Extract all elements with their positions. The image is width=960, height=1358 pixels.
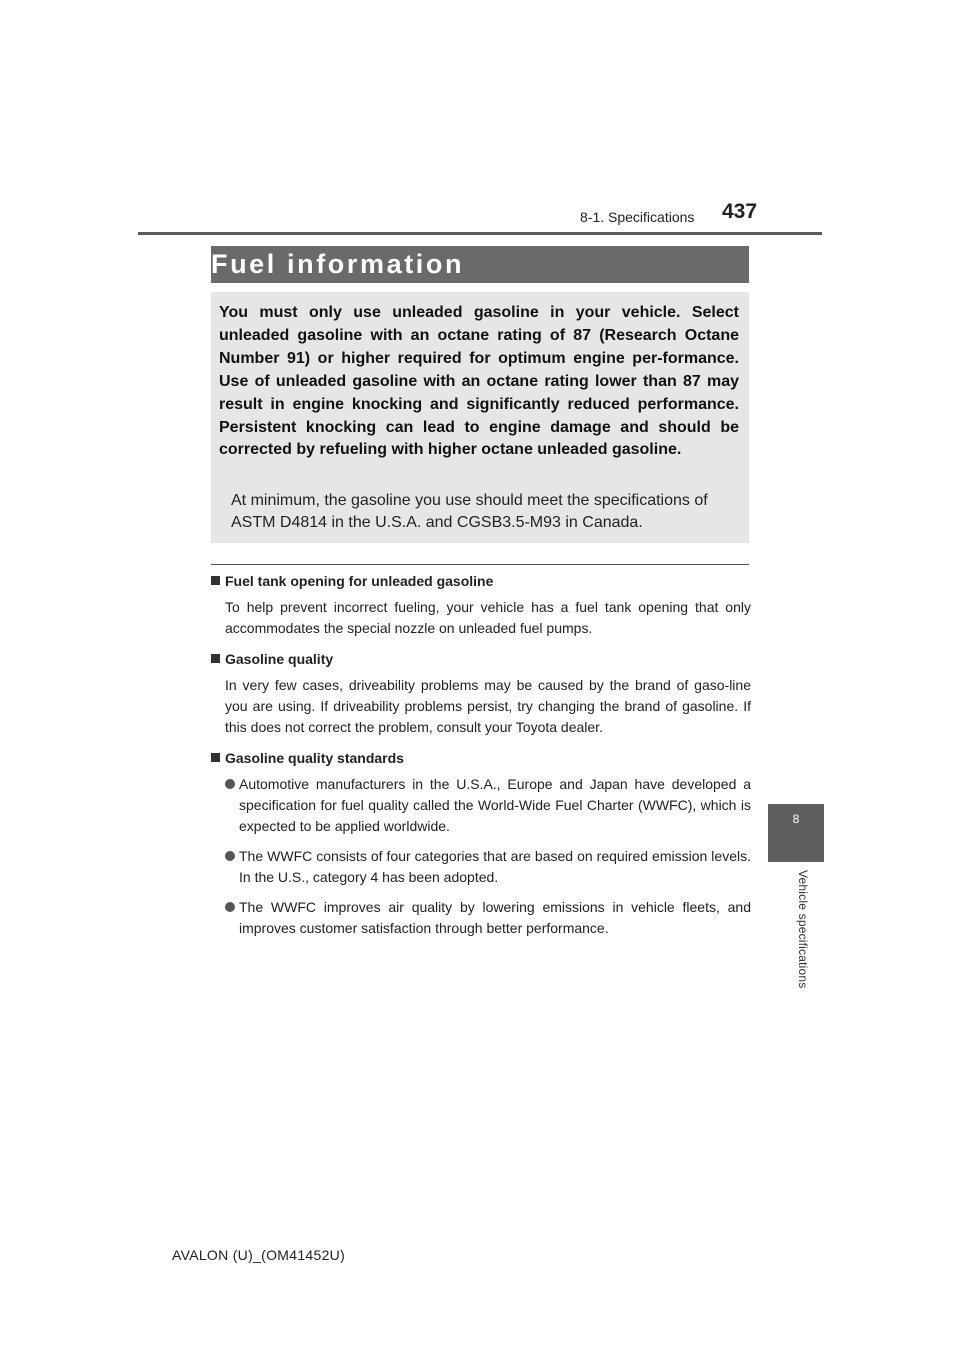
item-heading-text: Gasoline quality	[225, 651, 334, 667]
item-text: In very few cases, driveability problems may be caused by the brand of gaso-line you are using. If driveability problems persist, try changing the brand of gasoline. If this does not correct the problem, consult your Toyota dealer.	[225, 677, 751, 735]
chapter-number: 8	[792, 812, 800, 826]
bullet-item	[225, 897, 751, 939]
circle-bullet-icon	[225, 851, 235, 861]
page-title: Fuel information	[211, 249, 465, 279]
chapter-tab	[768, 804, 824, 862]
item-heading	[211, 748, 751, 768]
bullet-item	[225, 774, 751, 837]
bullet-text: The WWFC improves air quality by lowering emissions in vehicle fleets, and improves customer satisfaction through better performance.	[239, 899, 751, 936]
page-number: 437	[722, 200, 758, 223]
circle-bullet-icon	[225, 902, 235, 912]
item-heading	[211, 649, 751, 669]
bullet-text: Automotive manufacturers in the U.S.A., Europe and Japan have developed a specification for fuel quality called the World-Wide Fuel Charter (WWFC), which is expected to be applied worldwide.	[239, 776, 751, 834]
item-heading-text: Fuel tank opening for unleaded gasoline	[225, 573, 494, 589]
item-text: To help prevent incorrect fueling, your vehicle has a fuel tank opening that only accommodates the special nozzle on unleaded fuel pumps.	[225, 599, 751, 636]
bullet-text: The WWFC consists of four categories that are based on required emission levels. In the U.S., category 4 has been adopted.	[239, 848, 751, 885]
page-header	[0, 0, 960, 240]
body-content	[211, 569, 751, 939]
section-label: 8-1. Specifications	[580, 209, 695, 225]
square-bullet-icon	[211, 753, 220, 762]
square-bullet-icon	[211, 576, 220, 585]
item-heading-text: Gasoline quality standards	[225, 750, 404, 766]
section-divider	[211, 564, 749, 565]
summary-note: At minimum, the gasoline you use should meet the specifications of ASTM D4814 in the U.S.A. and CGSB3.5-M93 in Canada.	[231, 492, 708, 531]
summary-bold-text: You must only use unleaded gasoline in your vehicle. Select unleaded gasoline with an octane rating of 87 (Research Octane Number 91) or higher required for optimum engine per-formance. Use of unleaded gasoline with an octane rating lower than 87 may result in engine knocking and significantly reduced performance. Persistent knocking can lead to engine damage and should be corrected by refueling with higher octane unleaded gasoline.	[219, 304, 739, 459]
item-heading	[211, 571, 751, 591]
title-bar	[211, 246, 749, 283]
chapter-title: Vehicle specifications	[796, 870, 810, 989]
bullet-item	[225, 846, 751, 888]
footer-code: AVALON (U)_(OM41452U)	[172, 1247, 346, 1263]
square-bullet-icon	[211, 654, 220, 663]
summary-box	[211, 292, 749, 543]
circle-bullet-icon	[225, 779, 235, 789]
header-rule	[138, 232, 822, 235]
